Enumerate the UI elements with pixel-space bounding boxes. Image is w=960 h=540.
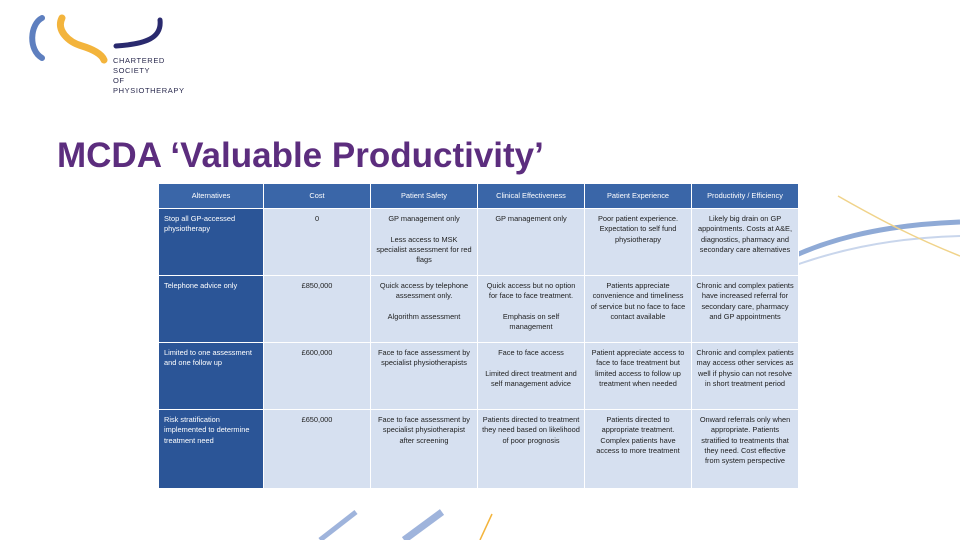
logo-wordmark [113,56,185,96]
header-cost: Cost [264,184,371,209]
cell-alternative: Telephone advice only [159,276,264,343]
cell-safety: Quick access by telephone assessment only. Algorithm assessment [371,276,478,343]
cell-safety: Face to face assessment by specialist physiotherapist after screening [371,410,478,489]
cell-clinical: GP management only [478,209,585,276]
table-header-row [159,184,799,209]
cell-productivity: Onward referrals only when appropriate. Patients stratified to treatments that they need. Cost effective from system perspective [692,410,799,489]
cell-cost: 0 [264,209,371,276]
cell-cost: £850,000 [264,276,371,343]
cell-cost: £650,000 [264,410,371,489]
cell-experience: Poor patient experience. Expectation to self fund physiotherapy [585,209,692,276]
cell-alternative: Limited to one assessment and one follow up [159,343,264,410]
header-alternatives: Alternatives [159,184,264,209]
cell-cost: £600,000 [264,343,371,410]
table-row [159,343,799,410]
logo-line: PHYSIOTHERAPY [113,86,185,95]
mcda-table [158,183,799,489]
cell-alternative: Risk stratification implemented to determine treatment need [159,410,264,489]
cell-clinical: Patients directed to treatment they need based on likelihood of poor prognosis [478,410,585,489]
cell-safety: GP management only Less access to MSK specialist assessment for red flags [371,209,478,276]
cell-productivity: Chronic and complex patients may access other services as well if physio can not resolve in short treatment period [692,343,799,410]
cell-experience: Patients appreciate convenience and timeliness of service but no face to face contact available [585,276,692,343]
cell-safety: Face to face assessment by specialist physiotherapists [371,343,478,410]
cell-clinical: Face to face access Limited direct treatment and self management advice [478,343,585,410]
logo-line: SOCIETY [113,66,151,75]
header-productivity: Productivity / Efficiency [692,184,799,209]
cell-clinical: Quick access but no option for face to face treatment. Emphasis on self management [478,276,585,343]
cell-productivity: Chronic and complex patients have increased referral for secondary care, pharmacy and GP appointments [692,276,799,343]
cell-experience: Patients directed to appropriate treatment. Complex patients have access to more treatment [585,410,692,489]
logo-line: CHARTERED [113,56,165,65]
header-clinical-effectiveness: Clinical Effectiveness [478,184,585,209]
table-row [159,209,799,276]
table-row [159,410,799,489]
table-row [159,276,799,343]
cell-productivity: Likely big drain on GP appointments. Costs at A&E, diagnostics, pharmacy and secondary care alternatives [692,209,799,276]
page-title: MCDA ‘Valuable Productivity’ [57,136,544,175]
cell-experience: Patient appreciate access to face to face treatment but limited access to follow up treatment when needed [585,343,692,410]
logo-line: OF [113,76,125,85]
header-patient-experience: Patient Experience [585,184,692,209]
cell-alternative: Stop all GP-accessed physiotherapy [159,209,264,276]
header-patient-safety: Patient Safety [371,184,478,209]
